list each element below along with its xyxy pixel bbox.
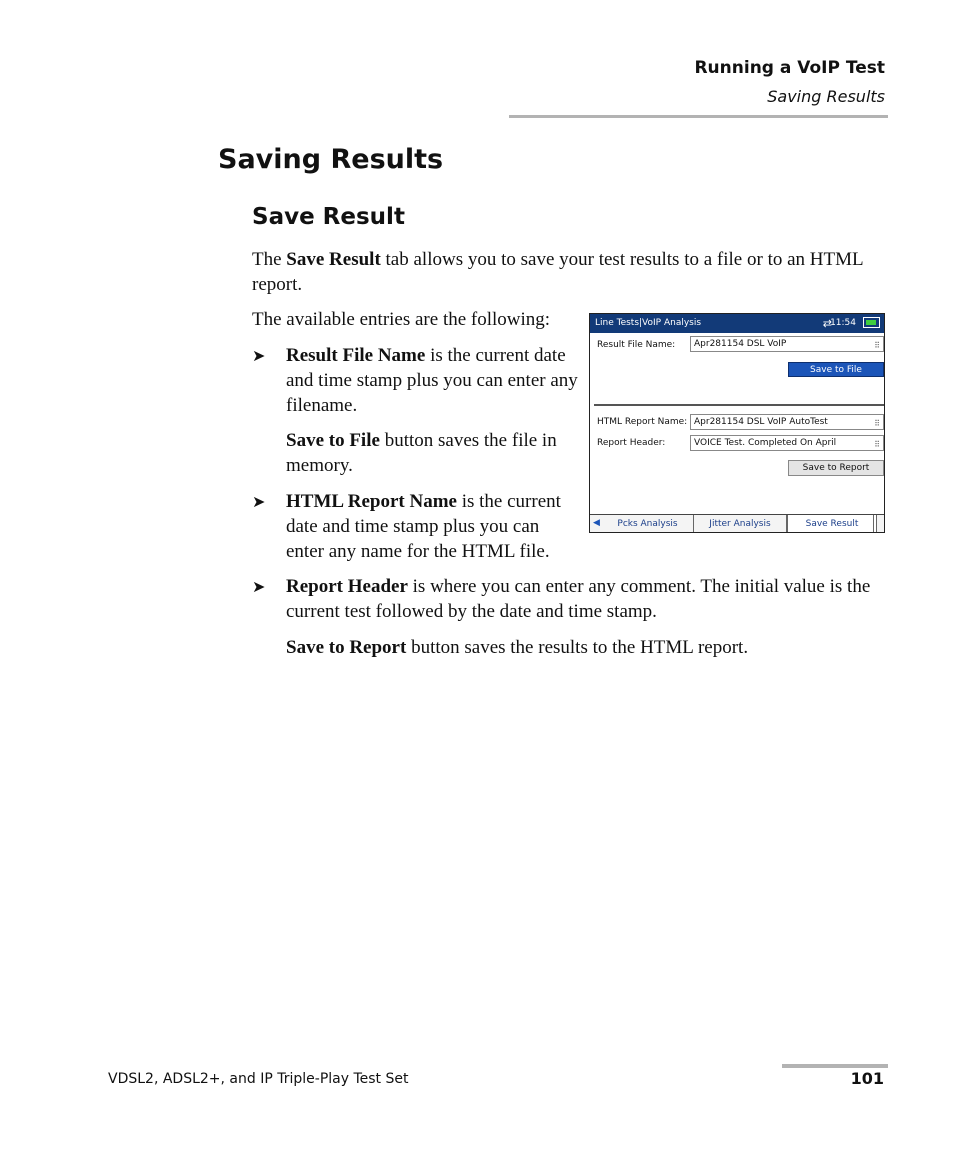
html-report-value: Apr281154 DSL VoIP AutoTest <box>694 417 828 427</box>
tab-scroll-left-icon[interactable]: ◀ <box>593 518 600 528</box>
report-header-input[interactable] <box>690 435 884 451</box>
device-clock: 11:54 <box>830 318 856 328</box>
tab-jitter-analysis[interactable]: Jitter Analysis <box>694 515 787 533</box>
keyboard-icon[interactable]: ⠿ <box>874 440 880 449</box>
entries-intro: The available entries are the following: <box>252 309 551 330</box>
note-text: button saves the file in memory. <box>286 430 557 476</box>
note-text: button saves the results to the HTML report. <box>406 637 749 658</box>
save-to-file-button[interactable]: Save to File <box>788 362 884 377</box>
device-tab-bar <box>590 514 884 533</box>
tab-pcks-analysis[interactable]: Pcks Analysis <box>602 515 694 533</box>
running-header-title: Running a VoIP Test <box>694 58 885 78</box>
list-item <box>286 489 581 564</box>
note-paragraph <box>286 428 581 478</box>
report-header-value: VOICE Test. Completed On April <box>694 438 837 448</box>
keyboard-icon[interactable]: ⠿ <box>874 341 880 350</box>
device-title: Line Tests|VoIP Analysis <box>595 318 702 328</box>
html-report-input[interactable] <box>690 414 884 430</box>
bullet-arrow-icon: ➤ <box>252 348 266 365</box>
item-text: is the current date and time stamp plus you can enter any filename. <box>286 345 578 416</box>
html-report-label: HTML Report Name: <box>597 417 688 427</box>
save-to-report-button[interactable]: Save to Report <box>788 460 884 476</box>
battery-icon <box>863 317 880 328</box>
item-term: Report Header <box>286 576 408 597</box>
item-term: HTML Report Name <box>286 491 457 512</box>
list-item <box>286 574 886 624</box>
note-paragraph <box>286 635 886 660</box>
subsection-title: Save Result <box>252 204 405 230</box>
device-title-bar <box>590 314 884 333</box>
tab-save-result[interactable]: Save Result <box>787 515 877 533</box>
footer-product-name: VDSL2, ADSL2+, and IP Triple-Play Test Set <box>108 1071 409 1087</box>
running-header-subtitle: Saving Results <box>767 87 885 106</box>
note-term: Save to Report <box>286 637 407 658</box>
bullet-arrow-icon: ➤ <box>252 579 266 596</box>
sync-icon: ⇄ <box>822 317 832 330</box>
keyboard-icon[interactable]: ⠿ <box>874 419 880 428</box>
bullet-arrow-icon: ➤ <box>252 494 266 511</box>
footer-rule <box>782 1064 888 1068</box>
header-rule <box>509 115 888 118</box>
intro-paragraph <box>252 247 872 297</box>
result-file-label: Result File Name: <box>597 340 676 350</box>
item-term: Result File Name <box>286 345 426 366</box>
intro-bold: Save Result <box>286 249 381 270</box>
note-term: Save to File <box>286 430 380 451</box>
intro-post: tab allows you to save your test results to a file or to an HTML report. <box>252 249 863 295</box>
section-title: Saving Results <box>218 144 444 175</box>
intro-pre: The <box>252 249 287 270</box>
result-file-value: Apr281154 DSL VoIP <box>694 339 787 349</box>
result-file-input[interactable] <box>690 336 884 352</box>
page-number: 101 <box>850 1069 884 1088</box>
device-divider <box>594 404 884 406</box>
list-item <box>286 343 581 418</box>
tab-scroll-right[interactable] <box>873 515 884 533</box>
report-header-label: Report Header: <box>597 438 666 448</box>
device-screenshot <box>589 313 885 533</box>
item-text: is the current date and time stamp plus you can enter any name for the HTML file. <box>286 491 561 562</box>
item-text: is where you can enter any comment. The initial value is the current test followed by the date and time stamp. <box>286 576 871 622</box>
